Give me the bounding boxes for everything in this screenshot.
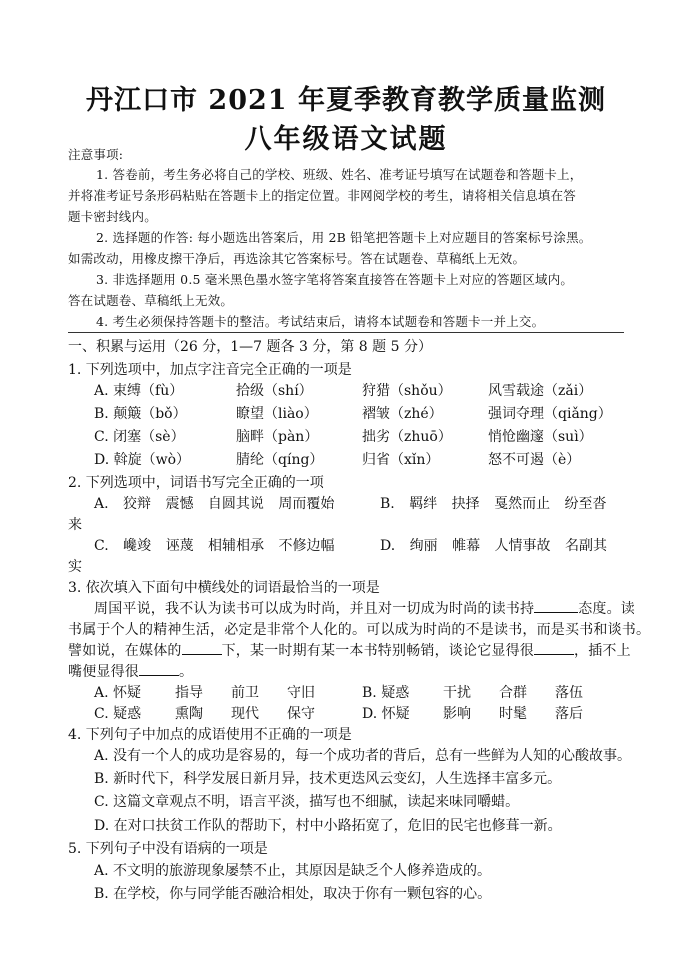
q3-passage-line-1 <box>94 600 635 618</box>
q4-stem: 4. 下列句子中加点的成语使用不正确的一项是 <box>68 727 352 743</box>
q3-stem: 3. 依次填入下面句中横线处的词语最恰当的一项是 <box>68 580 380 596</box>
q4-option-d: D. 在对口扶贫工作队的帮助下，村中小路拓宽了，危旧的民宅也修葺一新。 <box>94 818 562 834</box>
q1-a-2: 拾级（shí） <box>236 383 313 399</box>
q1-d-4: 怒不可遏（è） <box>488 452 581 468</box>
q3-b-3: 合群 <box>499 685 527 701</box>
q3-d-3: 时髦 <box>499 706 527 722</box>
q3-c-4: 保守 <box>287 706 315 722</box>
q3-p4-text: 嘴便显得很 <box>68 664 139 680</box>
note-3-line-2: 答在试题卷、草稿纸上无效。 <box>68 293 234 308</box>
q5-stem: 5. 下列句子中没有语病的一项是 <box>68 841 268 857</box>
q3-p1-tail: 态度。读 <box>578 601 636 617</box>
q1-c-3: 拙劣（zhuō） <box>362 429 452 445</box>
q3-passage-line-3 <box>68 642 631 660</box>
q2-stem: 2. 下列选项中，词语书写完全正确的一项 <box>68 475 324 491</box>
notes-divider <box>68 332 624 333</box>
note-4: 4. 考生必须保持答题卡的整洁。考试结束后，请将本试题卷和答题卡一并上交。 <box>96 314 545 329</box>
q2-option-c: C. 巉竣 诬蔑 相辅相承 不修边幅 <box>94 538 335 554</box>
q1-d-2: 腈纶（qíng） <box>236 452 324 468</box>
q3-a-1: A. 怀疑 <box>94 685 142 701</box>
q3-p3-mid: 下，某一时期有某一本书特别畅销，谈论它显得很 <box>221 643 535 659</box>
q3-blank-4 <box>139 663 179 676</box>
q3-a-3: 前卫 <box>231 685 259 701</box>
q3-c-2: 熏陶 <box>175 706 203 722</box>
q1-c-2: 脑畔（pàn） <box>236 429 319 445</box>
q2-option-a: A. 狡辩 震憾 自圆其说 周而覆始 <box>94 496 335 512</box>
q3-blank-1 <box>534 600 578 613</box>
q3-p3-tail: ，插不上 <box>574 643 631 659</box>
q1-a-1: A. 束缚（fù） <box>94 383 184 399</box>
q3-c-3: 现代 <box>231 706 259 722</box>
q5-option-a: A. 不文明的旅游现象屡禁不止，其原因是缺乏个人修养造成的。 <box>94 863 492 879</box>
q3-p3-text: 譬如说，在媒体的 <box>68 643 182 659</box>
q2-option-b-tail: 来 <box>68 517 82 533</box>
q2-option-b: B. 羁绊 抉择 戛然而止 纷至沓 <box>380 496 607 512</box>
q3-p4-tail: 。 <box>179 664 194 680</box>
note-1-line-2: 并将准考证号条形码粘贴在答题卡上的指定位置。非网阅学校的考生，请将相关信息填在答 <box>68 188 577 203</box>
q1-b-2: 瞭望（liào） <box>236 406 318 422</box>
note-3-line-1: 3. 非选择题用 0.5 毫米黑色墨水签字笔将答案直接答在答题卡上对应的答题区域内。 <box>96 272 574 287</box>
q1-d-3: 归省（xǐn） <box>362 452 440 468</box>
exam-title: 丹江口市 2021 年夏季教育教学质量监测 <box>86 85 606 116</box>
note-1-line-1: 1. 答卷前，考生务必将自己的学校、班级、姓名、准考证号填写在试题卷和答题卡上， <box>96 167 583 182</box>
exam-subtitle: 八年级语文试题 <box>244 124 448 155</box>
q3-b-1: B. 疑惑 <box>362 685 410 701</box>
q1-b-3: 褶皱（zhé） <box>362 406 443 422</box>
q3-a-2: 指导 <box>175 685 203 701</box>
q3-a-4: 守旧 <box>287 685 315 701</box>
note-1-line-3: 题卡密封线内。 <box>68 209 157 224</box>
q3-d-1: D. 怀疑 <box>362 706 410 722</box>
q1-b-1: B. 颠簸（bǒ） <box>94 406 187 422</box>
q3-c-1: C. 疑惑 <box>94 706 142 722</box>
note-2-line-2: 如需改动，用橡皮擦干净后，再选涂其它答案标号。答在试题卷、草稿纸上无效。 <box>68 251 526 266</box>
q3-d-4: 落后 <box>555 706 583 722</box>
q3-passage-line-4 <box>68 663 193 681</box>
section-1-heading: 一、积累与运用（26 分，1—7 题各 3 分，第 8 题 5 分） <box>68 339 432 355</box>
q1-a-4: 风雪载途（zǎi） <box>488 383 593 399</box>
note-2-line-1: 2. 选择题的作答: 每小题选出答案后，用 2B 铅笔把答题卡上对应题目的答案标号涂黑。 <box>96 230 592 245</box>
q4-option-b: B. 新时代下，科学发展日新月异，技术更迭风云变幻，人生选择丰富多元。 <box>94 771 562 787</box>
q3-d-2: 影响 <box>443 706 471 722</box>
q1-a-3: 狩猎（shǒu） <box>362 383 452 399</box>
q3-b-2: 干扰 <box>443 685 471 701</box>
q3-passage-line-2: 书属于个人的精神生活，必定是非常个人化的。可以成为时尚的不是读书，而是买书和谈书。 <box>68 622 651 638</box>
q5-option-b: B. 在学校，你与同学能否融洽相处，取决于你有一颗包容的心。 <box>94 886 492 902</box>
q2-option-d-tail: 实 <box>68 559 82 575</box>
q3-p1-text: 周国平说，我不认为读书可以成为时尚，并且对一切成为时尚的读书持 <box>94 601 535 617</box>
q1-b-4: 强词夺理（qiǎng） <box>488 406 612 422</box>
q1-c-4: 悄怆幽邃（suì） <box>488 429 593 445</box>
q4-option-a: A. 没有一个人的成功是容易的，每一个成功者的背后，总有一些鲜为人知的心酸故事。 <box>94 748 632 764</box>
q3-b-4: 落伍 <box>555 685 583 701</box>
q2-option-d: D. 绚丽 帷幕 人情事故 名副其 <box>380 538 607 554</box>
q1-c-1: C. 闭塞（sè） <box>94 429 185 445</box>
q3-blank-2 <box>182 642 222 655</box>
q4-option-c: C. 这篇文章观点不明，语言平淡，描写也不细腻，读起来味同嚼蜡。 <box>94 794 520 810</box>
notes-heading: 注意事项: <box>68 147 124 162</box>
q1-stem: 1. 下列选项中，加点字注音完全正确的一项是 <box>68 362 352 378</box>
q1-d-1: D. 斡旋（wò） <box>94 452 191 468</box>
q3-blank-3 <box>534 642 574 655</box>
